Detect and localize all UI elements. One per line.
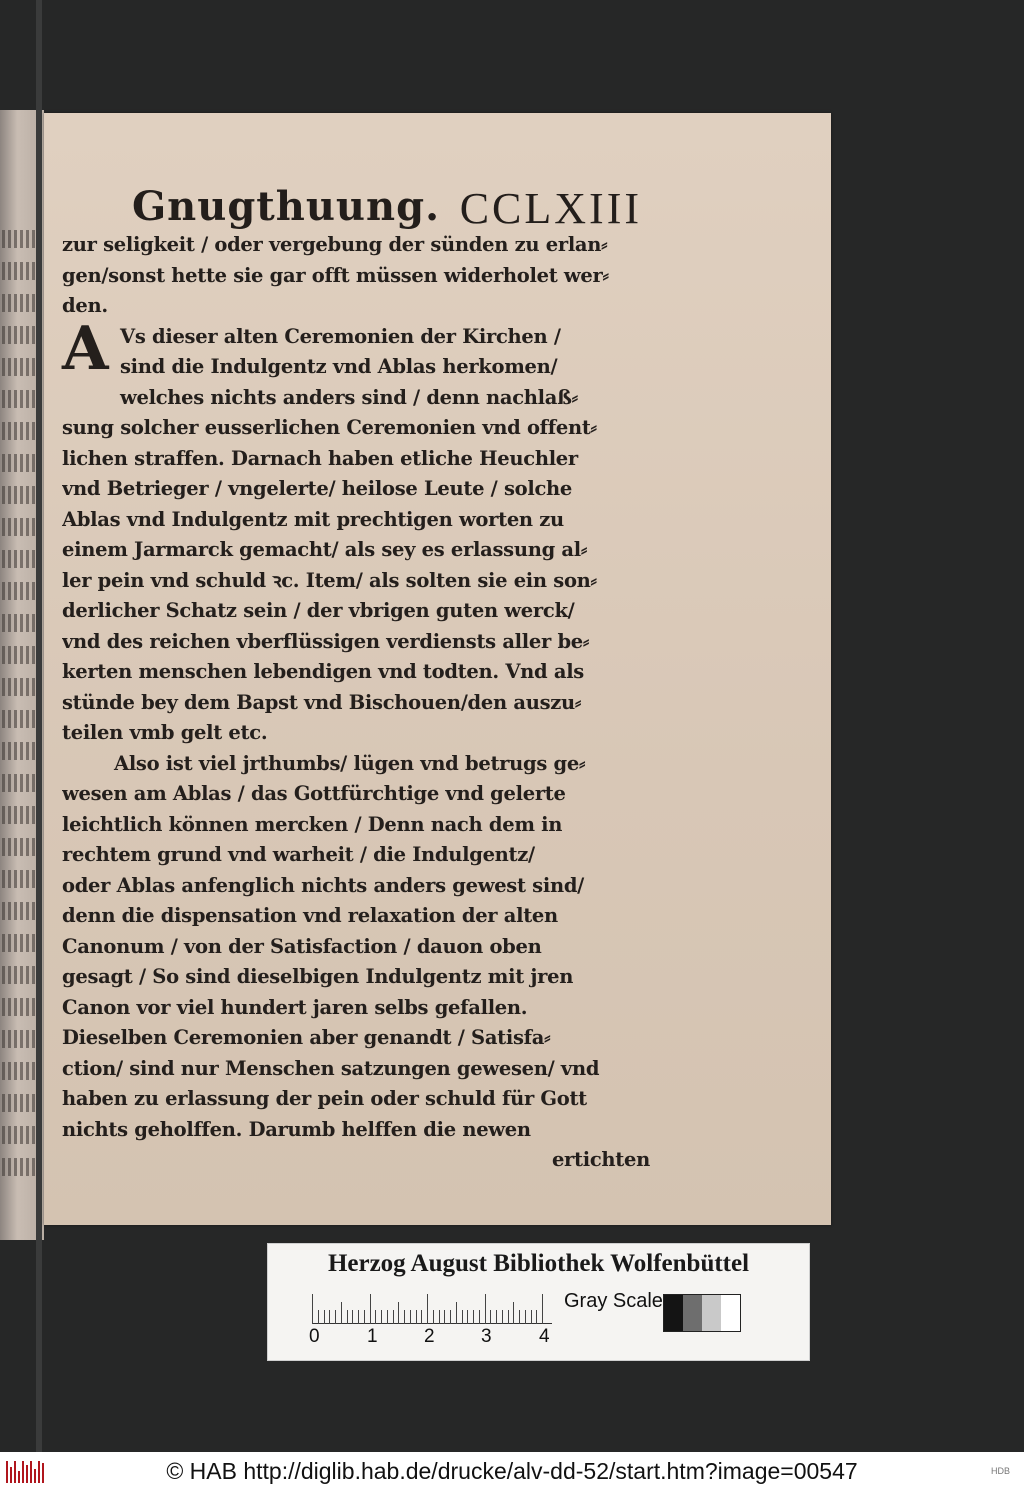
- footer-bar: [0, 1452, 1024, 1491]
- text-line: zur seligkeit / oder vergebung der sünden zu erlan⸗: [62, 233, 608, 256]
- ruler-tick: [525, 1310, 526, 1324]
- ruler-tick: [467, 1310, 468, 1324]
- text-line: einem Jarmarck gemacht/ als sey es erlassung al⸗: [62, 538, 588, 561]
- gray-swatch: [702, 1295, 721, 1331]
- ruler-number: 0: [309, 1326, 320, 1347]
- text-line: oder Ablas anfenglich nichts anders gewest sind/: [62, 873, 584, 897]
- text-line: Ablas vnd Indulgentz mit prechtigen worten zu: [62, 507, 564, 531]
- ruler-tick: [456, 1302, 457, 1324]
- gray-swatch: [664, 1295, 683, 1331]
- ruler-tick: [370, 1294, 371, 1324]
- book-page: [44, 113, 831, 1225]
- body-text: [62, 230, 652, 1176]
- text-line: vnd des reichen vberflüssigen verdiensts aller be⸗: [62, 629, 590, 653]
- reference-color-card: [267, 1243, 810, 1361]
- text-line: Canonum / von der Satisfaction / dauon oben: [62, 934, 542, 958]
- text-line: ction/ sind nur Menschen satzungen gewesen/ vnd: [62, 1056, 600, 1080]
- gray-swatch: [683, 1295, 702, 1331]
- copyright-link[interactable]: © HAB http://diglib.hab.de/drucke/alv-dd-52/start.htm?image=00547: [166, 1458, 858, 1484]
- ruler-tick: [324, 1310, 325, 1324]
- ruler-tick: [329, 1310, 330, 1324]
- text-line: den.: [62, 294, 108, 317]
- ruler-tick: [502, 1310, 503, 1324]
- ruler-tick: [364, 1310, 365, 1324]
- ruler-tick: [433, 1310, 434, 1324]
- text-line: Vs dieser alten Ceremonien der Kirchen /: [120, 324, 561, 348]
- ruler-tick: [416, 1310, 417, 1324]
- ruler-tick: [335, 1310, 336, 1324]
- text-line: teilen vmb gelt etc.: [62, 721, 268, 744]
- text-line: denn die dispensation vnd relaxation der alten: [62, 904, 558, 927]
- ruler-number: 4: [539, 1326, 550, 1347]
- ruler-tick: [485, 1294, 486, 1324]
- text-line: derlicher Schatz sein / der vbrigen guten werck/: [62, 599, 575, 622]
- ruler-tick: [404, 1310, 405, 1324]
- decorated-initial: A: [62, 314, 109, 384]
- ruler-tick: [381, 1310, 382, 1324]
- library-name: Herzog August Bibliothek Wolfenbüttel: [327, 1250, 750, 1277]
- ruler-tick: [312, 1294, 313, 1324]
- gray-scale-swatches: [663, 1294, 741, 1332]
- text-line: Dieselben Ceremonien aber genandt / Satisfa⸗: [62, 1026, 551, 1049]
- ruler-tick: [496, 1310, 497, 1324]
- text-line: vnd Betrieger / vngelerte/ heilose Leute / solche: [62, 477, 573, 500]
- text-line: ler pein vnd schuld ꝛc. Item/ als solten sie ein son⸗: [62, 568, 597, 592]
- ruler-tick: [410, 1310, 411, 1324]
- ruler-number: 1: [367, 1326, 378, 1347]
- ruler-tick: [358, 1310, 359, 1324]
- ruler-tick: [462, 1310, 463, 1324]
- text-line: stünde bey dem Bapst vnd Bischouen/den auszu⸗: [62, 690, 582, 714]
- ruler-tick: [542, 1294, 543, 1324]
- ruler-tick: [479, 1310, 480, 1324]
- text-line: Also ist viel jrthumbs/ lügen vnd betrugs ge⸗: [114, 751, 586, 775]
- page-header: [132, 183, 642, 233]
- ruler-tick: [473, 1310, 474, 1324]
- ruler-tick: [513, 1302, 514, 1324]
- text-line: Canon vor viel hundert jaren selbs gefallen.: [62, 995, 528, 1019]
- ruler-tick: [318, 1310, 319, 1324]
- ruler-tick: [508, 1310, 509, 1324]
- text-line: wesen am Ablas / das Gottfürchtige vnd gelerte: [62, 782, 566, 805]
- scale-ruler: [312, 1290, 557, 1324]
- glass-plate-edge: [36, 0, 42, 1452]
- folio-number: CCLXIII: [459, 184, 642, 233]
- ruler-tick: [444, 1310, 445, 1324]
- text-line: nichts geholffen. Darumb helffen die newen: [62, 1117, 531, 1141]
- ruler-tick: [439, 1310, 440, 1324]
- text-line: rechtem grund vnd warheit / die Indulgentz/: [62, 843, 535, 866]
- text-line: haben zu erlassung der pein oder schuld für Gott: [62, 1087, 587, 1110]
- ruler-tick: [427, 1294, 428, 1324]
- text-line: sind die Indulgentz vnd Ablas herkomen/: [120, 355, 558, 378]
- text-line: lichen straffen. Darnach haben etliche Heuchler: [62, 446, 578, 470]
- catchword: ertichten: [551, 1148, 650, 1171]
- text-line: sung solcher eusserlichen Ceremonien vnd offent⸗: [62, 416, 597, 439]
- text-line: welches nichts anders sind / denn nachlaß⸗: [120, 385, 578, 409]
- gray-swatch: [721, 1295, 740, 1331]
- ruler-tick: [519, 1310, 520, 1324]
- ruler-tick: [352, 1310, 353, 1324]
- ruler-tick: [450, 1310, 451, 1324]
- ruler-tick: [536, 1310, 537, 1324]
- running-head: Gnugthuung.: [132, 183, 440, 230]
- ruler-number: 2: [424, 1326, 435, 1347]
- ruler-tick: [421, 1310, 422, 1324]
- ruler-tick: [398, 1302, 399, 1324]
- text-line: leichtlich können mercken / Denn nach dem in: [62, 812, 563, 836]
- ruler-number: 3: [481, 1326, 492, 1347]
- ruler-tick: [347, 1310, 348, 1324]
- ruler-tick: [387, 1310, 388, 1324]
- ruler-tick: [531, 1310, 532, 1324]
- ruler-tick: [393, 1310, 394, 1324]
- footer-mark: HDB: [990, 1466, 1010, 1476]
- ruler-tick: [341, 1302, 342, 1324]
- ruler-tick: [490, 1310, 491, 1324]
- text-line: gen/sonst hette sie gar offt müssen widerholet wer⸗: [62, 263, 609, 287]
- gray-scale-label: Gray Scale: [564, 1290, 663, 1312]
- text-line: kerten menschen lebendigen vnd todten. Vnd als: [62, 660, 584, 683]
- ruler-tick: [375, 1310, 376, 1324]
- text-line: gesagt / So sind dieselbigen Indulgentz mit jren: [62, 965, 574, 988]
